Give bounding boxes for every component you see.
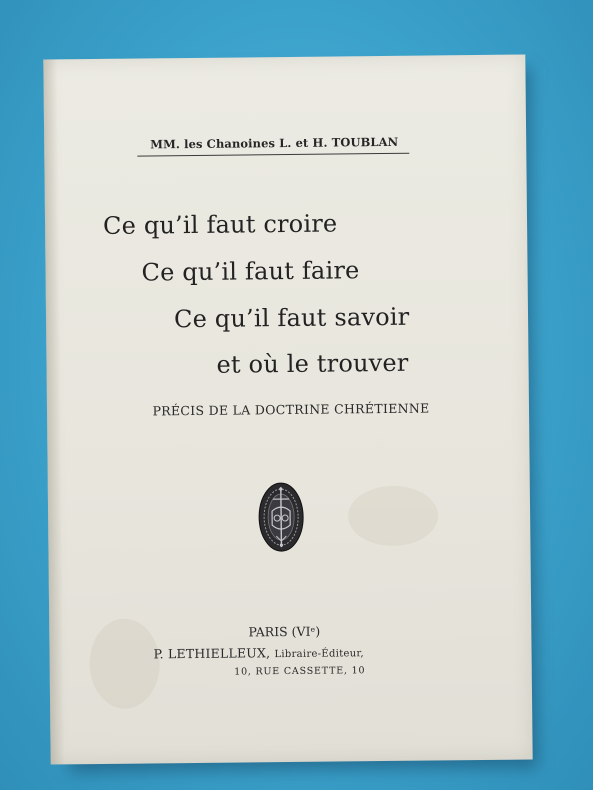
title-line-1: Ce qu’il faut croire — [102, 209, 338, 240]
publisher-name: P. LETHIELLEUX, — [153, 645, 271, 662]
author-line: MM. les Chanoines L. et H. TOUBLAN — [150, 134, 399, 152]
publisher-role: Libraire-Éditeur, — [274, 648, 364, 661]
publisher-line — [153, 643, 453, 661]
title-line-3: Ce qu’il faut savoir — [173, 302, 410, 334]
publication-place: PARIS (VIᵉ) — [248, 623, 321, 640]
paper-stain — [348, 485, 439, 546]
author-underline — [137, 153, 409, 157]
publisher-address: 10, RUE CASSETTE, 10 — [234, 665, 366, 678]
subtitle: PRÉCIS DE LA DOCTRINE CHRÉTIENNE — [152, 400, 430, 419]
title-line-2: Ce qu’il faut faire — [141, 256, 360, 287]
ecclesiastical-seal-icon — [257, 481, 306, 553]
title-line-4: et où le trouver — [216, 348, 409, 379]
book-cover — [43, 54, 532, 764]
